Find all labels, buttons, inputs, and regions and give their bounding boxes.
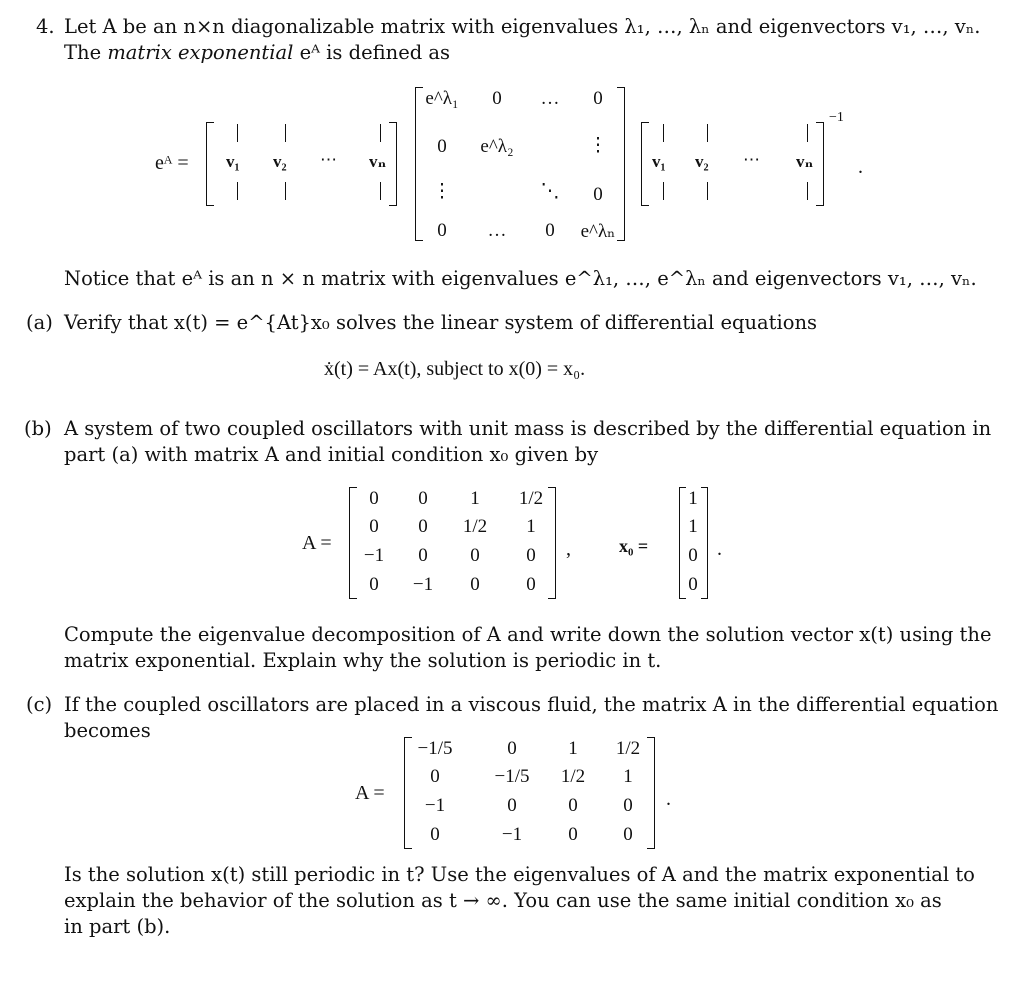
definition-period: . — [858, 156, 863, 178]
matrix-a-cell: 1 — [470, 488, 480, 509]
column-bar — [380, 182, 381, 200]
diag-cell: e^λ₂ — [480, 136, 514, 157]
matrix-a-cell: 1 — [526, 516, 536, 537]
eigenvector-label: v₁ — [226, 152, 240, 171]
diag-cell: 0 — [593, 88, 603, 109]
matrix-a-cell: 0 — [470, 574, 480, 595]
matrix-a-cell: 0 — [470, 545, 480, 566]
diag-cell: … — [487, 220, 507, 241]
diag-cell: … — [540, 88, 560, 109]
x0-cell: 0 — [688, 574, 698, 595]
part-c-question-3: in part (b). — [64, 915, 171, 938]
x0-cell: 0 — [688, 545, 698, 566]
part-a-text: Verify that x(t) = e^{At}x₀ solves the linear system of differential equations — [64, 311, 818, 334]
problem-number: 4. — [36, 15, 55, 38]
eigvec-matrix-left-bracket — [206, 122, 214, 206]
matrix-a-cell: 0 — [526, 545, 536, 566]
matrix-a2-cell: 1 — [568, 738, 578, 759]
intro-line-2 — [64, 40, 450, 66]
matrix-a-cell: 1/2 — [518, 488, 544, 509]
matrix-a2-cell: 0 — [623, 795, 633, 816]
matrix-a2-cell: 0 — [568, 824, 578, 845]
intro-line-1: Let A be an n×n diagonalizable matrix with eigenvalues λ₁, …, λₙ and eigenvectors v₁, …, vₙ. — [64, 15, 981, 38]
definition-lhs: eᴬ = — [155, 152, 189, 174]
part-c-question-1: Is the solution x(t) still periodic in t? Use the eigenvalues of A and the matrix exponential to — [64, 863, 975, 886]
eigenvector-ellipsis: ⋯ — [320, 150, 337, 169]
matrix-a2-cell: −1 — [424, 795, 446, 816]
x0-label: x₀ = — [619, 536, 649, 556]
notice-text: Notice that eᴬ is an n × n matrix with eigenvalues e^λ₁, …, e^λₙ and eigenvectors v₁, …, vₙ. — [64, 267, 977, 290]
x0-cell: 1 — [688, 516, 698, 537]
diag-matrix-right-bracket — [617, 87, 625, 241]
diag-cell: 0 — [593, 184, 603, 205]
matrix-a2-cell: 1/2 — [560, 766, 586, 787]
part-b-line-1: A system of two coupled oscillators with unit mass is described by the differential equation in — [64, 417, 992, 440]
eigvec-matrix-right-bracket — [389, 122, 397, 206]
matrix-a-cell: 0 — [369, 488, 379, 509]
part-a-equation: ẋ(t) = Ax(t), subject to x(0) = x₀. — [324, 358, 586, 380]
matrix-exponential-term: matrix exponential — [107, 41, 294, 64]
column-bar — [285, 124, 286, 142]
eigenvector-label: v₂ — [695, 152, 709, 171]
matrix-a-comma: , — [566, 538, 571, 560]
inverse-matrix-left-bracket — [641, 122, 649, 206]
matrix-a-cell: 0 — [526, 574, 536, 595]
matrix-a2-label: A = — [355, 782, 385, 804]
matrix-a-cell: 0 — [418, 488, 428, 509]
column-bar — [807, 182, 808, 200]
eigenvector-ellipsis: ⋯ — [743, 150, 760, 169]
matrix-a-cell: 0 — [418, 516, 428, 537]
diag-cell: e^λₙ — [580, 221, 616, 242]
column-bar — [285, 182, 286, 200]
diag-cell: ⋱ — [540, 181, 560, 202]
x0-period: . — [717, 538, 722, 560]
column-bar — [380, 124, 381, 142]
diag-cell: 0 — [437, 136, 447, 157]
inverse-matrix-right-bracket — [816, 122, 824, 206]
column-bar — [663, 124, 664, 142]
part-c-label: (c) — [26, 693, 53, 716]
matrix-a-cell: 0 — [369, 516, 379, 537]
matrix-a-cell: −1 — [412, 574, 434, 595]
diag-cell: ⋮ — [588, 135, 608, 156]
diag-cell: e^λ₁ — [425, 88, 459, 109]
matrix-a-cell: −1 — [363, 545, 385, 566]
matrix-a2-cell: 1/2 — [615, 738, 641, 759]
part-c-question-2: explain the behavior of the solution as t → ∞. You can use the same initial condition x₀ as — [64, 889, 942, 912]
eigenvector-label: vₙ — [796, 152, 814, 171]
diag-cell: ⋮ — [432, 181, 452, 202]
column-bar — [237, 124, 238, 142]
column-bar — [663, 182, 664, 200]
diag-cell: 0 — [545, 220, 555, 241]
diag-cell: 0 — [437, 220, 447, 241]
matrix-a-cell: 1/2 — [462, 516, 488, 537]
column-bar — [707, 124, 708, 142]
matrix-a-cell: 0 — [369, 574, 379, 595]
matrix-a2-cell: 0 — [507, 738, 517, 759]
part-a-label: (a) — [26, 311, 53, 334]
inverse-exponent: −1 — [829, 110, 844, 125]
matrix-a2-cell: 1 — [623, 766, 633, 787]
matrix-a-label: A = — [302, 532, 332, 554]
column-bar — [237, 182, 238, 200]
matrix-a2-cell: 0 — [430, 824, 440, 845]
matrix-a2-cell: −1 — [501, 824, 523, 845]
intro-line-2-end: eᴬ is defined as — [299, 41, 451, 64]
x0-cell: 1 — [688, 488, 698, 509]
x0-right-bracket — [701, 487, 708, 599]
intro-line-2-start: The — [64, 41, 102, 64]
matrix-a2-cell: −1/5 — [417, 738, 453, 759]
part-c-line-1: If the coupled oscillators are placed in a viscous fluid, the matrix A in the differential equation — [64, 693, 999, 716]
matrix-a2-cell: 0 — [623, 824, 633, 845]
part-b-question-2: matrix exponential. Explain why the solution is periodic in t. — [64, 649, 662, 672]
diag-cell: 0 — [492, 88, 502, 109]
matrix-a2-cell: 0 — [507, 795, 517, 816]
matrix-a-cell: 0 — [418, 545, 428, 566]
matrix-a2-cell: 0 — [568, 795, 578, 816]
matrix-a2-right-bracket — [647, 737, 655, 849]
eigenvector-label: v₁ — [652, 152, 666, 171]
eigenvector-label: v₂ — [273, 152, 287, 171]
matrix-a2-cell: 0 — [430, 766, 440, 787]
matrix-a-right-bracket — [548, 487, 556, 599]
column-bar — [807, 124, 808, 142]
column-bar — [707, 182, 708, 200]
eigenvector-label: vₙ — [369, 152, 387, 171]
matrix-a2-cell: −1/5 — [494, 766, 530, 787]
part-c-line-2: becomes — [64, 719, 151, 742]
part-b-label: (b) — [24, 417, 52, 440]
matrix-a2-period: . — [666, 788, 671, 810]
part-b-question-1: Compute the eigenvalue decomposition of A and write down the solution vector x(t) using the — [64, 623, 992, 646]
diag-matrix-left-bracket — [415, 87, 423, 241]
part-b-line-2: part (a) with matrix A and initial condition x₀ given by — [64, 443, 599, 466]
